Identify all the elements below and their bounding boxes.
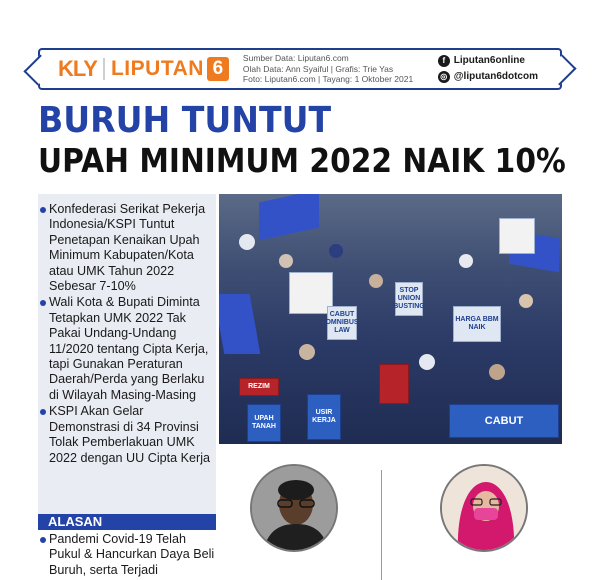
social-handles xyxy=(438,53,538,85)
logo-six-badge: 6 xyxy=(207,57,229,81)
protest-sign-text: STOP UNION BUSTING xyxy=(393,287,425,310)
logo-divider xyxy=(103,58,105,80)
protest-sign xyxy=(453,306,501,342)
instagram-handle[interactable] xyxy=(438,69,538,85)
key-point-text: Wali Kota & Bupati Diminta Tetapkan UMK 2022 Tak Pakai Undang-Undang 11/2020 tentang Cipta Kerja, tapi Gunakan Peraturan Daerah/Perda yang Berlaku di Wilayah Masing-Masing xyxy=(49,295,209,402)
protest-sign-text: HARGA BBM NAIK xyxy=(455,316,499,331)
crowd-figure xyxy=(519,294,533,308)
key-point-text: KSPI Akan Gelar Demonstrasi di 34 Provinsi Tolak Pemberlakuan UMK 2022 dengan UU Cipta Kerja xyxy=(49,404,211,465)
key-point xyxy=(40,202,216,294)
portrait-divider xyxy=(381,470,382,580)
crowd-figure xyxy=(279,254,293,268)
instagram-icon: ◎ xyxy=(438,71,450,83)
bullet-dot-icon xyxy=(40,409,46,415)
key-point-text: Konfederasi Serikat Pekerja Indonesia/KSPI Tuntut Penetapan Kenaikan Upah Minimum Kabupaten/Kota atau UMK Tahun 2022 Sebesar 7-10% xyxy=(49,202,206,294)
protest-photo xyxy=(219,194,562,444)
kly-liputan6-logo[interactable] xyxy=(58,54,229,84)
credits xyxy=(243,53,413,85)
headline-line-1: BURUH TUNTUT xyxy=(38,100,332,141)
crowd-figure xyxy=(239,234,255,250)
protest-sign-text: CABUT OMNIBUS LAW xyxy=(325,311,359,334)
bullet-dot-icon xyxy=(40,207,46,213)
credit-data: Olah Data: Ann Syaiful | Grafis: Trie Yas xyxy=(242,63,394,74)
protest-sign-text: USIR KERJA xyxy=(312,409,336,424)
crowd-figure xyxy=(329,244,343,258)
protest-sign-text: CABUT xyxy=(484,415,524,427)
person-avatar-icon xyxy=(252,466,338,552)
crowd-figure xyxy=(419,354,435,370)
protest-sign xyxy=(499,218,535,254)
blue-flag xyxy=(259,194,319,240)
headline-line-2: UPAH MINIMUM 2022 NAIK 10% xyxy=(38,141,566,180)
key-points-panel xyxy=(38,194,216,514)
alasan-heading: ALASAN xyxy=(38,514,216,530)
protest-sign xyxy=(449,404,559,438)
protest-sign-text: REZIM xyxy=(248,383,270,390)
crowd-figure xyxy=(299,344,315,360)
protest-sign xyxy=(307,394,341,440)
protest-sign xyxy=(379,364,409,404)
protest-sign xyxy=(247,404,281,442)
credit-photo: Foto: Liputan6.com | Tayang: 1 Oktober 2021 xyxy=(242,74,414,85)
blue-flag xyxy=(219,294,260,354)
person-avatar-icon xyxy=(442,466,528,552)
protest-sign-text: UPAH TANAH xyxy=(252,415,276,430)
protest-sign xyxy=(395,282,423,316)
crowd-figure xyxy=(369,274,383,288)
instagram-handle-text: @liputan6dotcom xyxy=(453,71,538,82)
key-point xyxy=(40,295,216,403)
infographic-header xyxy=(38,48,562,90)
facebook-handle-text: Liputan6online xyxy=(453,55,525,66)
protest-sign xyxy=(239,378,279,396)
bullet-dot-icon xyxy=(40,537,46,543)
key-point xyxy=(40,404,216,466)
credit-source: Sumber Data: Liputan6.com xyxy=(242,53,349,64)
alasan-item xyxy=(40,532,216,578)
alasan-list xyxy=(38,532,216,579)
facebook-handle[interactable] xyxy=(438,53,538,69)
portrait-right xyxy=(440,464,528,552)
portrait-left xyxy=(250,464,338,552)
alasan-item-text: Pandemi Covid-19 Telah Pukul & Hancurkan Daya Beli Buruh, serta Terjadi xyxy=(49,532,215,577)
facebook-icon: f xyxy=(438,55,450,67)
crowd-figure xyxy=(459,254,473,268)
logo-kly: KLY xyxy=(58,56,97,81)
logo-liputan: LIPUTAN xyxy=(110,57,204,80)
crowd-figure xyxy=(489,364,505,380)
bullet-dot-icon xyxy=(40,300,46,306)
protest-sign xyxy=(327,306,357,340)
